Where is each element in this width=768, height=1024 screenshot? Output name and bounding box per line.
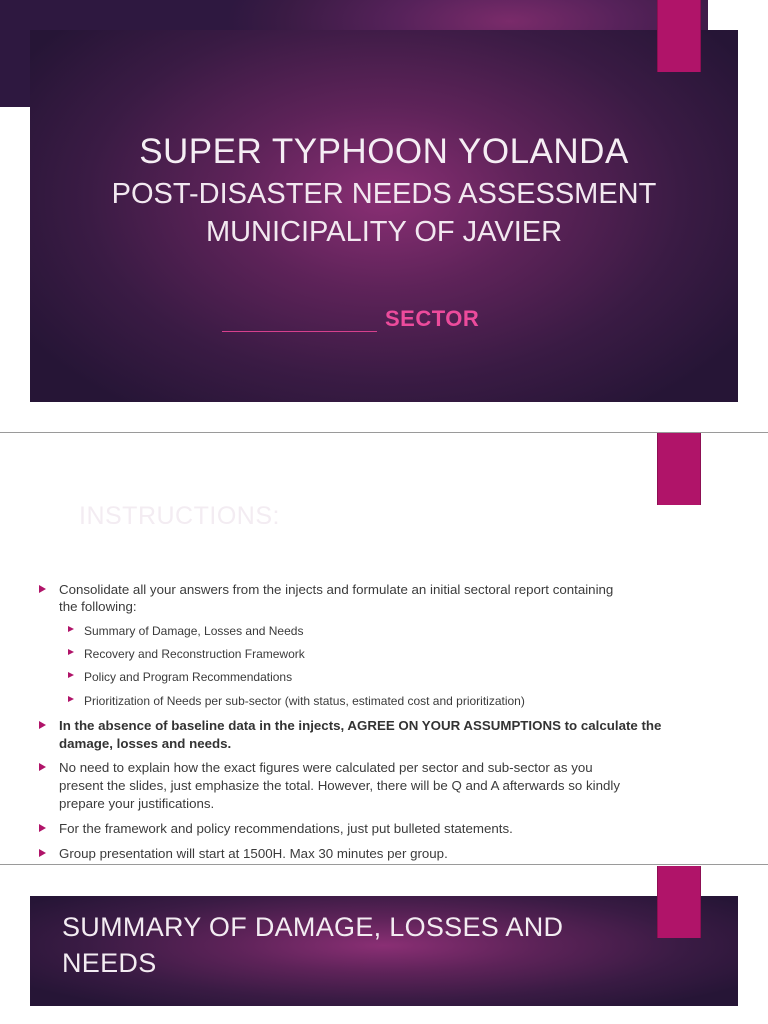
slide-subtitle-line2: MUNICIPALITY OF JAVIER xyxy=(205,216,563,248)
bullet-arrow-icon xyxy=(39,585,46,593)
sub-list-item: Recovery and Reconstruction Framework xyxy=(84,646,305,663)
list-item: Group presentation will start at 1500H. Max 30 minutes per group. xyxy=(59,845,448,862)
slide-tab-decoration xyxy=(657,0,701,72)
list-item: Consolidate all your answers from the injects and formulate an initial sectoral report containing xyxy=(59,581,613,598)
slide-title: SUPER TYPHOON YOLANDA xyxy=(139,132,629,171)
slide-tab-decoration xyxy=(657,433,701,505)
list-item-continuation: prepare your justifications. xyxy=(59,796,215,811)
slide-subtitle-line1: POST-DISASTER NEEDS ASSESSMENT xyxy=(111,178,657,210)
list-item: No need to explain how the exact figures were calculated per sector and sub-sector as you xyxy=(59,759,593,776)
sub-list-item: Summary of Damage, Losses and Needs xyxy=(84,623,303,640)
bullet-arrow-icon xyxy=(68,672,74,678)
list-item: For the framework and policy recommendations, just put bulleted statements. xyxy=(59,820,513,837)
list-item-continuation: present the slides, just emphasize the total. However, there will be Q and A afterwards so kindly xyxy=(59,778,620,793)
slide-tab-decoration xyxy=(657,866,701,938)
bullet-arrow-icon xyxy=(68,696,74,702)
bullet-arrow-icon xyxy=(68,626,74,632)
slide-divider xyxy=(0,864,768,865)
list-item-continuation: damage, losses and needs. xyxy=(59,736,232,751)
sub-list-item: Prioritization of Needs per sub-sector (with status, estimated cost and prioritization) xyxy=(84,693,525,710)
sector-label: SECTOR xyxy=(385,306,480,331)
list-item: In the absence of baseline data in the injects, AGREE ON YOUR ASSUMPTIONS to calculate the xyxy=(59,717,661,734)
list-item-continuation: the following: xyxy=(59,599,137,614)
summary-title: SUMMARY OF DAMAGE, LOSSES AND NEEDS xyxy=(62,912,564,978)
bullet-arrow-icon xyxy=(39,763,46,771)
sector-blank-line xyxy=(222,331,377,332)
bullet-arrow-icon xyxy=(39,721,46,729)
bullet-arrow-icon xyxy=(39,849,46,857)
sub-list-item: Policy and Program Recommendations xyxy=(84,669,292,686)
instructions-title: INSTRUCTIONS: xyxy=(79,502,280,530)
bullet-arrow-icon xyxy=(68,649,74,655)
bullet-arrow-icon xyxy=(39,824,46,832)
slide-divider xyxy=(0,432,768,433)
